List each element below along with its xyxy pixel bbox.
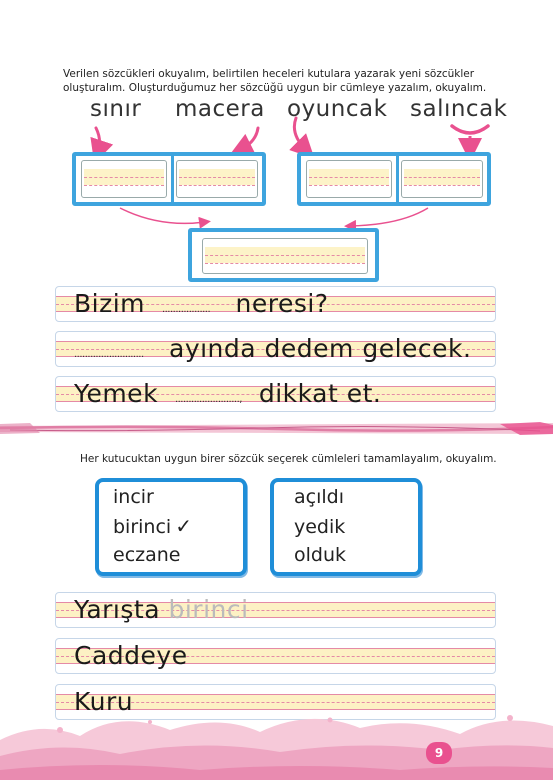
choice-item[interactable]: eczane [113,544,181,566]
word-oyuncak: oyuncak [287,96,388,122]
fill-line-2[interactable] [55,638,496,674]
choice-item[interactable]: açıldı [294,486,344,508]
section-divider [0,420,553,438]
arrow-left-link [120,208,205,223]
arrow-salincak [452,126,488,133]
sentence-line-2[interactable] [55,331,496,367]
choice-item[interactable]: yedik [294,516,346,538]
fill-line-1[interactable] [55,592,496,628]
choice-item[interactable]: birinci ✓ [113,514,192,538]
syllable-cell[interactable] [81,160,167,198]
merged-word-box [188,228,379,282]
instruction-top: Verilen sözcükleri okuyalım, belirtilen heceleri kutulara yazarak yeni sözcükler oluşturalım. Oluşturduğumuz her sözcüğü uygun bir cümleye yazalım, okuyalım. [63,68,487,94]
choice-item[interactable]: incir [113,486,154,508]
sentence-line-1[interactable] [55,286,496,322]
syllable-box-left [72,152,266,206]
word-macera: macera [175,96,265,122]
checkmark-icon: ✓ [175,514,192,538]
sentence-text: Kuru [74,687,134,716]
sentence-text: Yarışta birinci [74,595,249,624]
word-salincak: salıncak [410,96,508,122]
sentence-text: Yemek ........................, dikkat et. [74,379,382,408]
sentence-text: .......................... ayında dedem gelecek. [74,334,472,363]
page-number: 9 [426,742,452,764]
sentence-text: Bizim .................. neresi? [74,289,329,318]
syllable-cell[interactable] [176,160,258,198]
instruction-bottom: Her kutucuktan uygun birer sözcük seçerek cümleleri tamamlayalım, okuyalım. [80,453,497,465]
sentence-text: Caddeye [74,641,188,670]
arrow-right-link [350,208,428,226]
syllable-cell[interactable] [306,160,392,198]
choice-box-right [270,478,422,576]
sentence-line-3[interactable] [55,376,496,412]
syllable-cell[interactable] [401,160,483,198]
choice-box-left [95,478,247,576]
merged-word-cell[interactable] [202,238,368,274]
word-sinir: sınır [90,96,142,122]
footer-decoration [0,700,553,780]
choice-item[interactable]: olduk [294,544,347,566]
trace-word: birinci [168,595,249,624]
arrow-oyuncak [294,118,306,150]
arrow-macera [240,128,258,150]
arrow-sinir [96,128,100,152]
syllable-box-right [297,152,491,206]
